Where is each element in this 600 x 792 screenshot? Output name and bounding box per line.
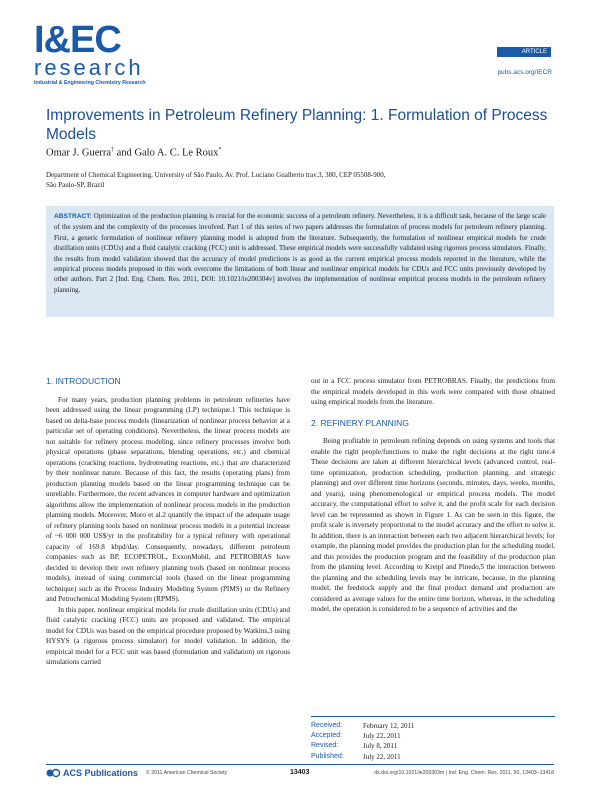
page-footer bbox=[46, 764, 554, 779]
page-number: 13403 bbox=[290, 769, 310, 776]
date-row-published bbox=[311, 752, 555, 762]
date-value: July 22, 2011 bbox=[363, 752, 401, 761]
acs-logo-icon bbox=[46, 768, 60, 778]
right-column bbox=[311, 376, 555, 615]
date-value: July 8, 2011 bbox=[363, 742, 398, 751]
date-label: Received: bbox=[311, 722, 343, 729]
paragraph: Being profitable in petroleum refining depends on using systems and tools that enable the right people/functions to make the right decisions at the right time.4 These decisions are taken at different hierarchical levels (advanced control, real-time optimization, production scheduling, production planning, and strategic planning) and over different time horizons (seconds, minutes, days, weeks, months, and years), using phenomenological or empirical process models. The model accuracy, the computational effort to solve it, and the profit scale for each decision level can be represented as shown in Figure 1. As can be seen in this figure, the profit scale is inversely proportional to the model accuracy and the effort to solve it. In addition, there is an interaction between each two adjacent hierarchical levels; for example, the planning model provides the production plan for the scheduling model, and this provides the production program and the feasibility of the production plan from the planning level. According to Kreipl and Pinedo,5 the interaction between the planning and the scheduling levels may be intricate, because, in the planning model, the feedstock supply and the final product demand and production are considered as average values for the entire time horizon, whereas, in the scheduling model, the operation is considered to be a sequence of activities and the bbox=[311, 437, 555, 613]
publication-dates bbox=[311, 716, 555, 762]
abstract-label: ABSTRACT: bbox=[54, 213, 92, 220]
copyright: © 2011 American Chemical Society bbox=[146, 770, 227, 776]
left-column bbox=[46, 376, 290, 668]
date-value: February 12, 2011 bbox=[363, 722, 415, 730]
article-type-badge: ARTICLE bbox=[497, 47, 551, 57]
date-label: Published: bbox=[311, 752, 344, 760]
corresponding-author-mark[interactable]: * bbox=[218, 147, 222, 153]
date-label: Revised: bbox=[311, 742, 339, 750]
section-heading-introduction: 1. INTRODUCTION bbox=[46, 376, 121, 386]
paragraph: out in a FCC process simulator from PETROBRAS. Finally, the predictions from the empirical models developed in this work were compared with those obtained using empirical models from the literature. bbox=[311, 377, 555, 406]
publisher-logo[interactable] bbox=[46, 768, 138, 778]
abstract-box bbox=[46, 206, 554, 317]
date-value: July 22, 2011 bbox=[363, 732, 401, 741]
date-row-received bbox=[311, 721, 555, 731]
affiliation-mark: † bbox=[111, 147, 115, 153]
author-separator: and bbox=[114, 147, 135, 159]
publisher-name: ACS Publications bbox=[63, 768, 139, 778]
abstract-text: Optimization of the production planning is crucial for the economic success of a petroleum refinery. Nevertheless, it is a difficult task, because of the large scale of the system and the complexity of the processes involved. Part 1 of this series of two papers addresses the formulation of process models for petroleum refinery planning. First, a generic formulation of nonlinear refinery planning model is adopted from the literature. Subsequently, the formulation of nonlinear empirical models for crude distillation units (CDUs) and a fluid catalytic cracking (FCC) unit is addressed. These empirical models were successfully validated using rigorous process simulators. Finally, the results from model validation showed that the accuracy of model predictions is as good as the current empirical process models reported in the literature, while the empirical process models proposed in this work overcome the limitations of both linear and nonlinear empirical models for CDUs and FCC units previously developed by other authors. Part 2 [Ind. Eng. Chem. Res. 2011, DOI: 10.1021/ie200304v] involves the implementation of nonlinear empirical process models in the petroleum refinery planning. bbox=[54, 212, 546, 294]
article-title: Improvements in Petroleum Refinery Planning: 1. Formulation of Process Models bbox=[46, 107, 548, 143]
author-name[interactable]: Omar J. Guerra bbox=[46, 147, 112, 159]
journal-logo-subtitle: research bbox=[34, 55, 144, 80]
author-name[interactable]: Galo A. C. Le Roux bbox=[134, 147, 219, 159]
section-heading-refinery-planning: 2. REFINERY PLANNING bbox=[311, 417, 409, 428]
affiliation-line: Department of Chemical Engineering, University of São Paulo, Av. Prof. Luciano Gualberto trav.3, 380, CEP 05508-900, bbox=[46, 171, 386, 179]
journal-logo-tagline: Industrial & Engineering Chemistry Research bbox=[34, 80, 146, 86]
doi-citation[interactable]: dx.doi.org/10.1021/ie200303m | Ind. Eng. Chem. Res. 2011, 50, 13403–13418 bbox=[374, 770, 554, 776]
date-label: Accepted: bbox=[311, 732, 343, 740]
author-list bbox=[46, 147, 221, 159]
journal-url-link[interactable]: pubs.acs.org/IECR bbox=[497, 69, 552, 76]
paragraph: For many years, production planning problems in petroleum refineries have been addressed using the linear programming (LP) technique.1 This technique is based on delta-base process models (linearization of nonlinear process behavior at a particular set of operating conditions). Nevertheless, the linear process models are not suitable for refinery process modeling, since refinery processes involve both physical operations (phase separations, blending operations, etc.) and chemical operations (cracking reactions, hydrotreating reactions, etc.) that are characterized by their nonlinear nature. Because of this fact, the results (operating plans) from production planning models based on the linear programming technique can be unreliable. Furthermore, the recent advances in computer hardware and optimization algorithms allow the implementation of nonlinear process models in the production planning models. Moreover, Moro et al.2 quantify the impact of the adequate usage of refinery planning tools based on nonlinear process models in a potential increase of ~6 000 000 US$/yr in the profitability for a typical refinery with operational capacity of 169.8 kbpd/day. Consequently, nowadays, different petroleum companies such as BP, ECOPETROL, ExxonMobil, and PETROBRAS have decided to develop their own refinery planning tools (based on nonlinear process models), instead of using commercial tools (based on the linear programming technique) such as the Process Industry Modeling System (PIMS) or the Refinery and Petrochemical Modeling System (RPMS). bbox=[46, 395, 290, 603]
journal-logo: I&EC bbox=[34, 19, 121, 61]
affiliation bbox=[46, 170, 506, 190]
date-row-revised bbox=[311, 741, 555, 751]
affiliation-line: São Paulo-SP, Brazil bbox=[46, 181, 105, 189]
date-row-accepted bbox=[311, 731, 555, 741]
paragraph: In this paper, nonlinear empirical models for crude distillation units (CDUs) and fluid catalytic cracking (FCC) units are proposed and validated. The empirical model for CDUs was based on the empirical procedure proposed by Watkins,3 using HYSYS (a rigorous process simulator) for model validation. In addition, the empirical model for a FCC unit was based (formulation and validation) on rigorous simulations carried bbox=[46, 605, 290, 666]
